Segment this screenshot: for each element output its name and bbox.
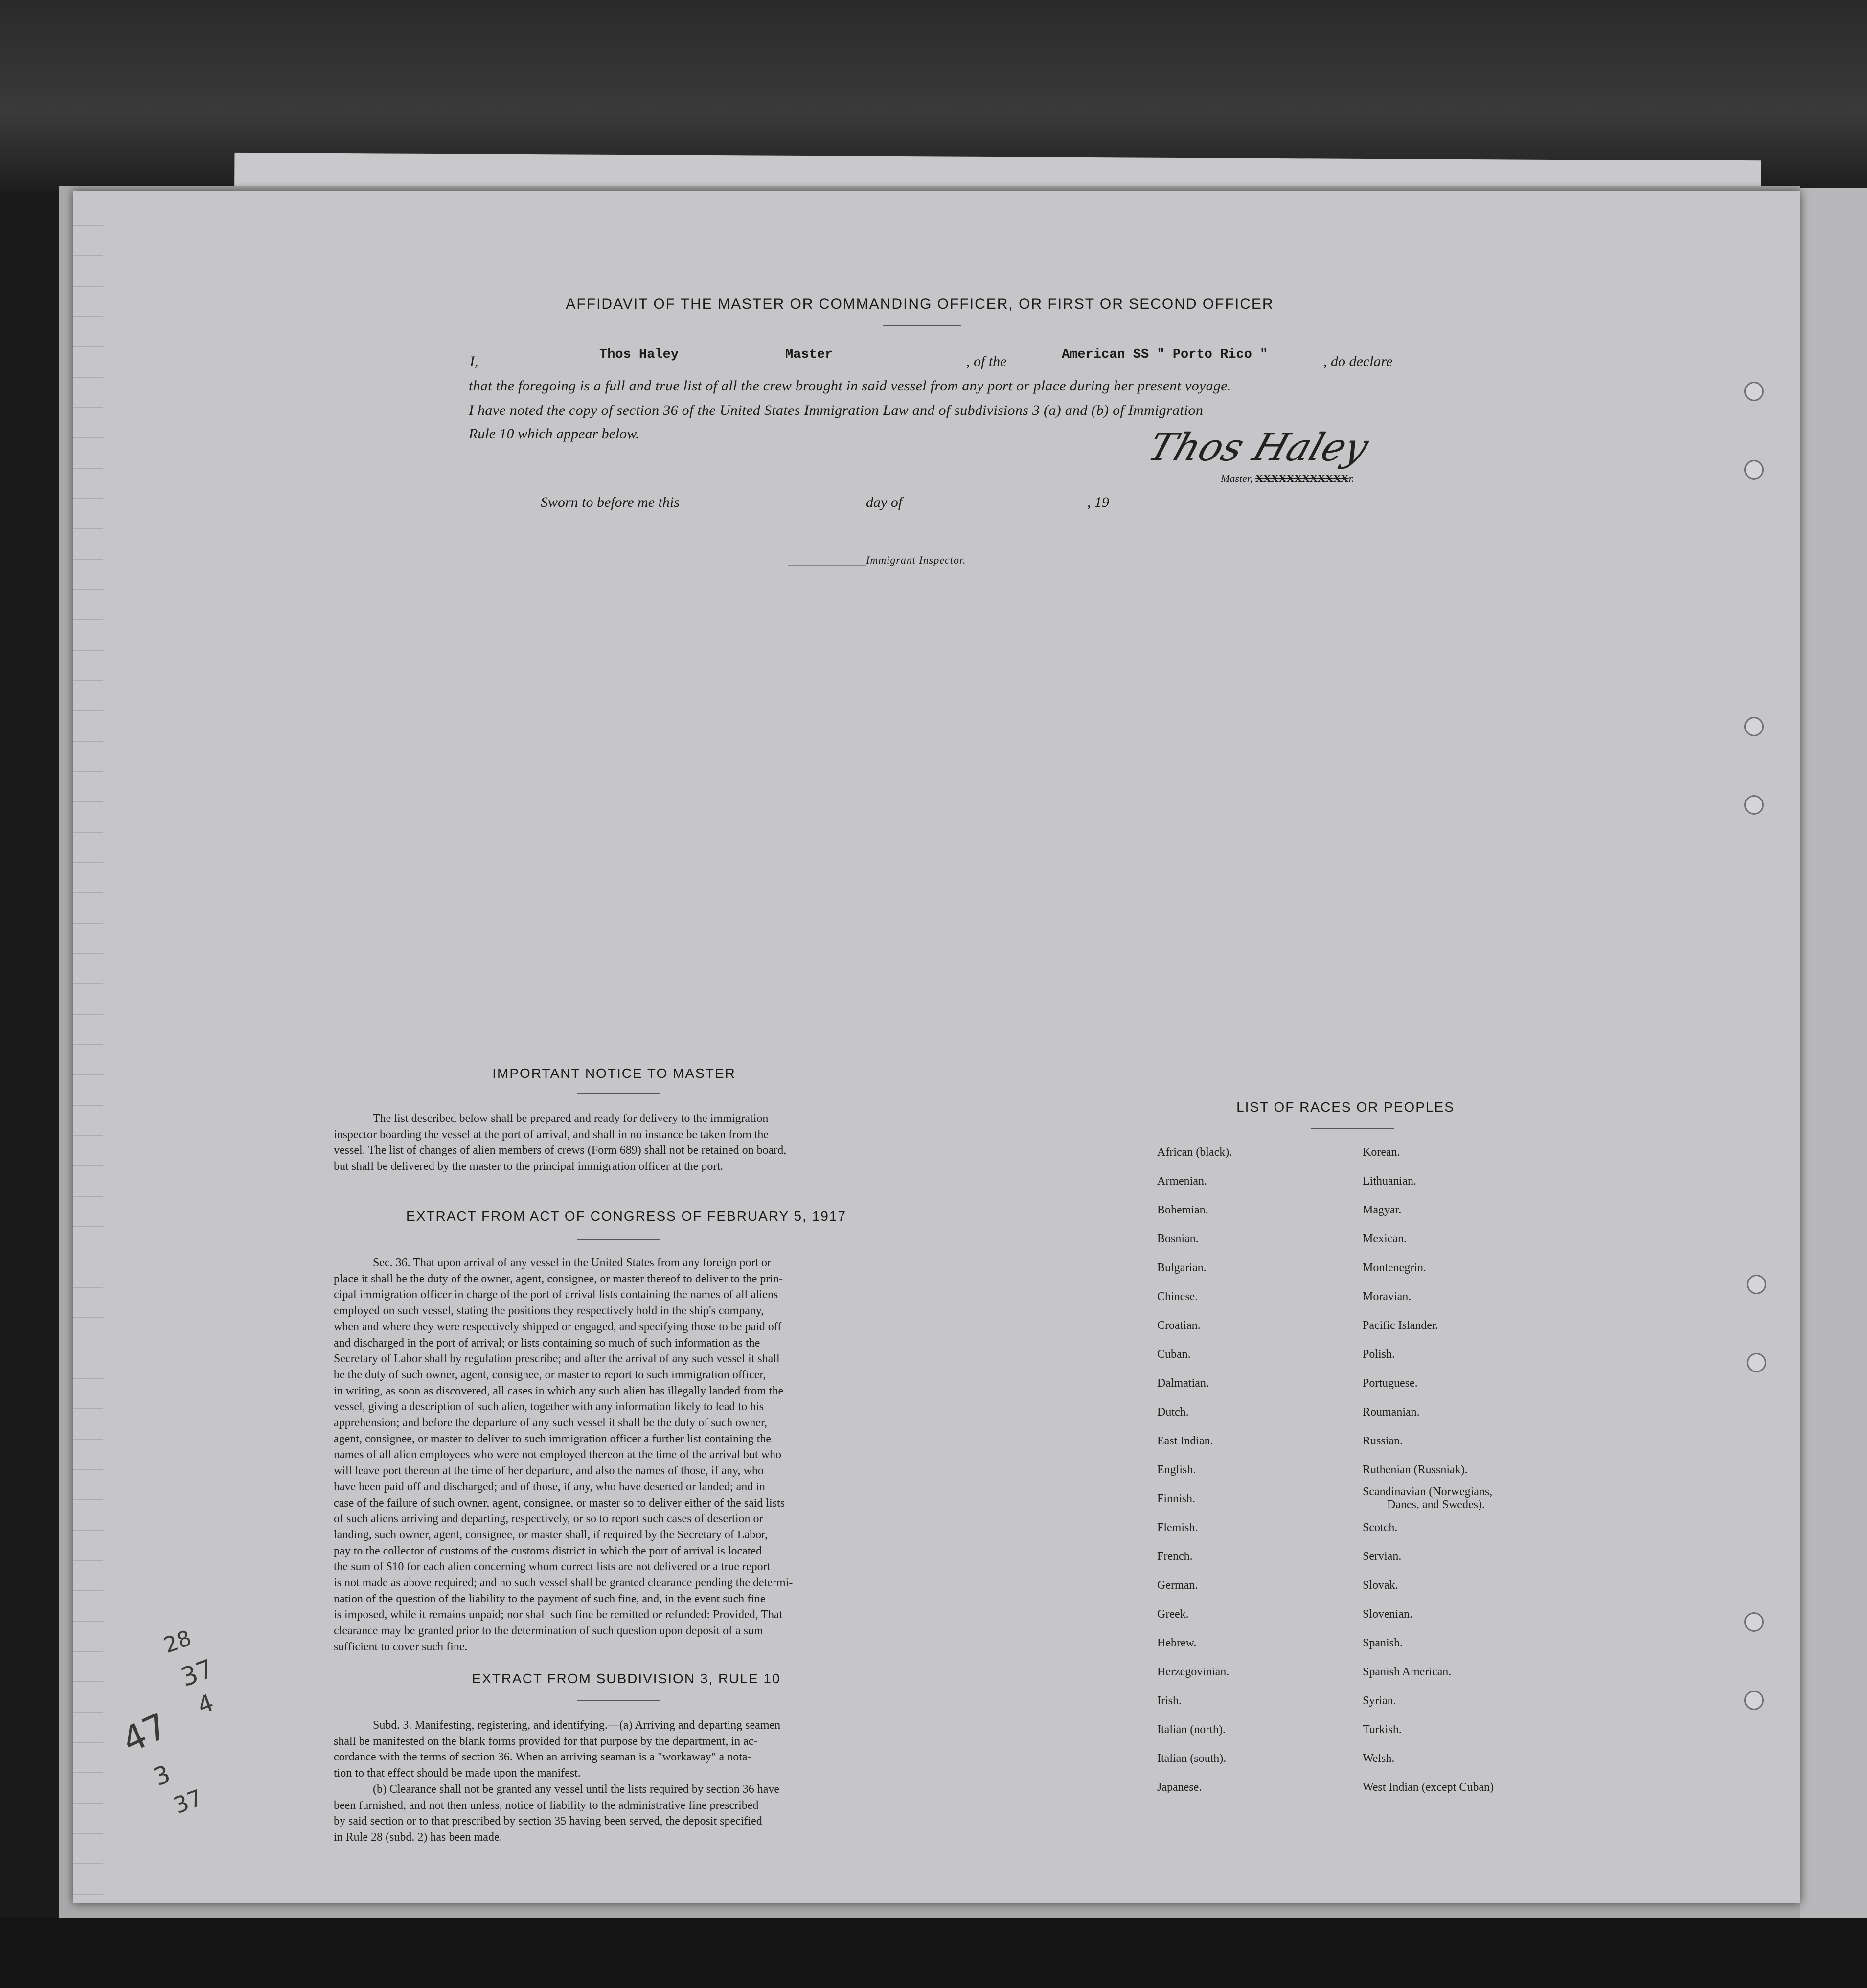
- act-line: cipal immigration officer in charge of the port of arrival lists containing the names of all aliens: [334, 1288, 778, 1302]
- document-page: [73, 191, 1800, 1903]
- rule-line: by said section or to that prescribed by section 35 having been served, the deposit specified: [334, 1815, 762, 1828]
- race-item: Japanese.: [1157, 1781, 1202, 1794]
- race-item: West Indian (except Cuban): [1363, 1781, 1494, 1794]
- act-line: clearance may be granted prior to the determination of such question upon deposit of a sum: [334, 1624, 763, 1638]
- races-column-1: [1157, 1146, 1232, 1810]
- race-item: Armenian.: [1157, 1175, 1207, 1188]
- act-line: and discharged in the port of arrival; or lists containing so much of such information as the: [334, 1336, 760, 1349]
- act-line: in writing, as soon as discovered, all cases in which any such alien has illegally landed from the: [334, 1384, 784, 1397]
- race-item: Bulgarian.: [1157, 1261, 1207, 1274]
- pencil-note: 3: [150, 1759, 174, 1792]
- inspector-label: Immigrant Inspector.: [866, 554, 966, 566]
- race-item: Lithuanian.: [1363, 1175, 1416, 1188]
- pencil-note: 47: [115, 1705, 174, 1761]
- act-line: names of all alien employees who were not employed thereon at the time of the arrival but who: [334, 1448, 782, 1462]
- pencil-note: 28: [160, 1625, 195, 1659]
- act-line: be the duty of such owner, agent, consignee, or master to report to such immigration officer,: [334, 1368, 766, 1381]
- race-item: Bohemian.: [1157, 1204, 1208, 1216]
- race-item: Polish.: [1363, 1348, 1395, 1361]
- race-item: Dutch.: [1157, 1406, 1189, 1418]
- year-label: , 19: [1087, 494, 1109, 510]
- race-item: Flemish.: [1157, 1521, 1198, 1534]
- signature-title: [1221, 472, 1354, 485]
- pencil-note: 4: [194, 1689, 218, 1720]
- act-line: Secretary of Labor shall by regulation prescribe; and after the arrival of any such vessel it shall: [334, 1352, 780, 1366]
- punch-hole: [1744, 1612, 1764, 1632]
- left-ruled-margin: [73, 196, 103, 1898]
- act-line: apprehension; and before the departure of any such vessel it shall be the duty of such owner,: [334, 1417, 768, 1430]
- of-the-label: , of the: [966, 353, 1007, 369]
- race-item: Italian (south).: [1157, 1752, 1227, 1765]
- race-item: East Indian.: [1157, 1435, 1213, 1447]
- race-item-line: Scandinavian (Norwegians,: [1363, 1485, 1493, 1498]
- race-item: Croatian.: [1157, 1319, 1201, 1332]
- master-name: Thos Haley: [599, 347, 679, 362]
- race-item: Moravian.: [1363, 1290, 1412, 1303]
- act-line: when and where they were respectively shipped or engaged, and specifying those to be paid off: [334, 1320, 782, 1333]
- heading-rule: [577, 1700, 660, 1701]
- act-line: vessel, giving a description of such alien, together with any information likely to lead to his: [334, 1400, 764, 1414]
- act-line: will leave port thereon at the time of her departure, and also the names of those, if any, who: [334, 1464, 764, 1478]
- race-item: Scotch.: [1363, 1521, 1398, 1534]
- signature-title-prefix: Master,: [1221, 472, 1255, 484]
- affidavit-i: I,: [470, 353, 478, 369]
- master-position: Master: [785, 347, 833, 362]
- race-item: Spanish American.: [1363, 1666, 1452, 1678]
- act-line: have been paid off and discharged; and of those, if any, who have deserted or landed; and in: [334, 1480, 765, 1493]
- punch-hole: [1744, 717, 1764, 736]
- race-item: Montenegrin.: [1363, 1261, 1426, 1274]
- rule-line: in Rule 28 (subd. 2) has been made.: [334, 1830, 502, 1844]
- race-item: Cuban.: [1157, 1348, 1191, 1361]
- punch-hole: [1747, 1353, 1766, 1372]
- race-item: Russian.: [1363, 1435, 1403, 1447]
- act-line: of such aliens arriving and departing, respectively, or so to report such cases of desertion or: [334, 1512, 763, 1526]
- inspector-line: [788, 565, 866, 566]
- race-item: Slovak.: [1363, 1579, 1398, 1592]
- rule-line: shall be manifested on the blank forms provided for that purpose by the department, in ac-: [334, 1735, 758, 1748]
- act-body: [334, 1255, 901, 1655]
- race-item: Magyar.: [1363, 1204, 1402, 1216]
- heading-rule: [577, 1239, 660, 1240]
- punch-hole: [1747, 1275, 1766, 1294]
- rule-line: cordance with the terms of section 36. When an arriving seaman is a "workaway" a nota-: [334, 1751, 751, 1764]
- pencil-note: 37: [177, 1654, 218, 1693]
- race-item: Herzegovinian.: [1157, 1666, 1229, 1678]
- affidavit-line3: I have noted the copy of section 36 of the United States Immigration Law and of subdivisions 3 (a) and (b) of Immigration: [469, 402, 1204, 418]
- act-line: is not made as above required; and no such vessel shall be granted clearance pending the determi-: [334, 1577, 793, 1590]
- act-line: is imposed, while it remains unpaid; nor shall such fine be remitted or refunded: Provided, That: [334, 1608, 783, 1622]
- race-item: Chinese.: [1157, 1290, 1198, 1303]
- act-line: agent, consignee, or master to deliver to such immigration officer a further list containing the: [334, 1432, 771, 1445]
- rule-line: been furnished, and not then unless, notice of liability to the administrative fine prescribed: [334, 1799, 759, 1812]
- day-of-label: day of: [866, 494, 903, 510]
- race-item: Irish.: [1157, 1694, 1182, 1707]
- race-item: English.: [1157, 1463, 1196, 1476]
- race-item: [1363, 1485, 1494, 1514]
- punch-hole: [1744, 460, 1764, 480]
- punch-hole: [1744, 795, 1764, 815]
- rule-line: (b) Clearance shall not be granted any vessel until the lists required by section 36 have: [373, 1782, 780, 1796]
- affidavit-line2: that the foregoing is a full and true list of all the crew brought in said vessel from any port or place during her present voyage.: [469, 378, 1231, 394]
- act-line: Sec. 36. That upon arrival of any vessel in the United States from any foreign port or: [373, 1257, 772, 1269]
- notice-line: but shall be delivered by the master to the principal immigration officer at the port.: [334, 1160, 723, 1173]
- race-item: Dalmatian.: [1157, 1377, 1209, 1390]
- act-line: the sum of $10 for each alien concerning whom correct lists are not delivered or a true report: [334, 1560, 771, 1574]
- races-column-2: [1363, 1146, 1494, 1810]
- rule-heading: EXTRACT FROM SUBDIVISION 3, RULE 10: [472, 1671, 781, 1686]
- race-item: Greek.: [1157, 1608, 1189, 1621]
- notice-line: The list described below shall be prepared and ready for delivery to the immigration: [373, 1112, 769, 1125]
- race-item: Welsh.: [1363, 1752, 1395, 1765]
- act-heading: EXTRACT FROM ACT OF CONGRESS OF FEBRUARY 5, 1917: [406, 1209, 846, 1224]
- race-item: French.: [1157, 1550, 1193, 1563]
- signature-title-end: r.: [1348, 472, 1355, 484]
- notice-heading: IMPORTANT NOTICE TO MASTER: [492, 1066, 736, 1081]
- races-heading: LIST OF RACES OR PEOPLES: [1236, 1099, 1455, 1115]
- race-item: Slovenian.: [1363, 1608, 1412, 1621]
- notice-line: inspector boarding the vessel at the port of arrival, and shall in no instance be taken from the: [334, 1128, 769, 1141]
- master-signature: Thos Haley: [1142, 426, 1374, 470]
- race-item: Servian.: [1363, 1550, 1402, 1563]
- vessel-name: American SS " Porto Rico ": [1062, 347, 1268, 362]
- race-item: Hebrew.: [1157, 1637, 1197, 1649]
- rule-line: Subd. 3. Manifesting, registering, and identifying.—(a) Arriving and departing seamen: [373, 1719, 781, 1732]
- race-item: Ruthenian (Russniak).: [1363, 1463, 1468, 1476]
- punch-hole: [1744, 1691, 1764, 1710]
- race-item: Italian (north).: [1157, 1723, 1226, 1736]
- race-item: Bosnian.: [1157, 1233, 1199, 1245]
- act-line: place it shall be the duty of the owner, agent, consignee, or master thereof to deliver to the prin-: [334, 1272, 783, 1285]
- heading-rule: [1311, 1128, 1394, 1129]
- act-line: landing, such owner, agent, consignee, or master shall, if required by the Secretary of Labor,: [334, 1528, 768, 1541]
- race-item: Turkish.: [1363, 1723, 1402, 1736]
- race-item-line: Danes, and Swedes).: [1387, 1498, 1485, 1511]
- heading-rule: [883, 325, 961, 326]
- race-item: Pacific Islander.: [1363, 1319, 1438, 1332]
- act-line: pay to the collector of customs of the customs district in which the port of arrival is located: [334, 1544, 762, 1557]
- act-line: case of the failure of such owner, agent, consignee, or master so to deliver either of the said lists: [334, 1496, 785, 1509]
- signature-title-struck: XXXXXXXXXXXX: [1255, 472, 1349, 484]
- rule-line: tion to that effect should be made upon the manifest.: [334, 1767, 581, 1780]
- heading-rule: [577, 1093, 660, 1094]
- act-line: sufficient to cover such fine.: [334, 1640, 468, 1653]
- rule-body: [334, 1717, 901, 1846]
- affidavit-heading: AFFIDAVIT OF THE MASTER OR COMMANDING OFFICER, OR FIRST OR SECOND OFFICER: [566, 296, 1274, 312]
- notice-line: vessel. The list of changes of alien members of crews (Form 689) shall not be retained on board,: [334, 1144, 787, 1157]
- act-line: nation of the question of the liability to the payment of such fine, and, in the event such fine: [334, 1592, 766, 1605]
- race-item: Mexican.: [1363, 1233, 1407, 1245]
- race-item: German.: [1157, 1579, 1198, 1592]
- sworn-label: Sworn to before me this: [541, 494, 680, 510]
- race-item: Syrian.: [1363, 1694, 1396, 1707]
- do-declare-label: , do declare: [1323, 353, 1393, 369]
- race-item: African (black).: [1157, 1146, 1232, 1159]
- punch-hole: [1744, 382, 1764, 401]
- affidavit-line4: Rule 10 which appear below.: [469, 426, 639, 442]
- pencil-note: 37: [170, 1784, 206, 1819]
- notice-body: [334, 1111, 901, 1175]
- race-item: Portuguese.: [1363, 1377, 1418, 1390]
- race-item: Finnish.: [1157, 1492, 1196, 1505]
- act-line: employed on such vessel, stating the positions they respectively hold in the ship's company,: [334, 1304, 764, 1318]
- race-item: Korean.: [1363, 1146, 1400, 1159]
- race-item: Roumanian.: [1363, 1406, 1420, 1418]
- scan-background-bottom: [0, 1918, 1867, 1988]
- race-item: Spanish.: [1363, 1637, 1403, 1649]
